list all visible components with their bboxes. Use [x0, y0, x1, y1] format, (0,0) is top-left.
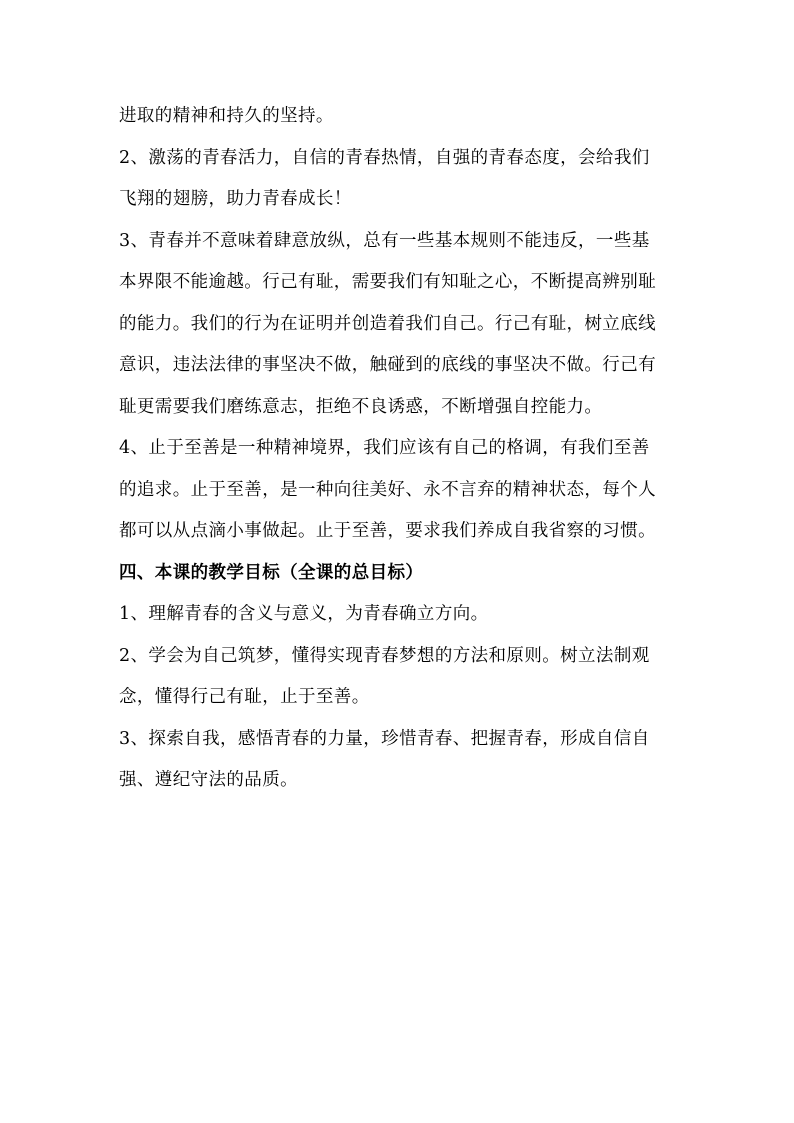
text-line: 念，懂得行己有耻，止于至善。	[119, 687, 370, 707]
text-line: 意识，违法法律的事坚决不做，触碰到的底线的事坚决不做。行己有	[119, 355, 656, 375]
text-line: 的追求。止于至善，是一种向往美好、永不言弃的精神状态，每个人	[119, 479, 656, 500]
text-line: 2、学会为自己筑梦，懂得实现青春梦想的方法和原则。树立法制观	[119, 645, 650, 666]
document-body	[119, 101, 679, 797]
section-heading	[119, 558, 679, 590]
text-line: 的能力。我们的行为在证明并创造着我们自己。行己有耻，树立底线	[119, 313, 656, 334]
text-line: 飞翔的翅膀，助力青春成长！	[119, 189, 352, 209]
text-line: 都可以从点滴小事做起。止于至善，要求我们养成自我省察的习惯。	[119, 521, 656, 541]
text-line: 耻更需要我们磨练意志，拒绝不良诱惑，不断增强自控能力。	[119, 396, 603, 417]
text-line: 本界限不能逾越。行己有耻，需要我们有知耻之心，不断提高辨别耻	[119, 272, 656, 292]
text-line: 1、理解青春的含义与意义，为青春确立方向。	[119, 604, 489, 624]
paragraph-continuation	[119, 101, 679, 133]
text-line: 进取的精神和持久的坚持。	[119, 106, 334, 126]
text-line: 4、止于至善是一种精神境界，我们应该有自己的格调，有我们至善	[119, 438, 650, 458]
objective-item-1	[119, 599, 679, 631]
text-line: 强、遵纪守法的品质。	[119, 770, 298, 790]
text-line: 2、激荡的青春活力，自信的青春热情，自强的青春态度，会给我们	[119, 147, 650, 168]
text-line: 3、探索自我，感悟青春的力量，珍惜青春、把握青春，形成自信自	[119, 728, 650, 749]
paragraph-item-3	[119, 226, 679, 424]
paragraph-item-2	[119, 143, 679, 216]
objective-item-3	[119, 724, 679, 797]
paragraph-item-4	[119, 433, 679, 548]
heading-text: 四、本课的教学目标（全课的总目标）	[119, 562, 424, 583]
objective-item-2	[119, 641, 679, 714]
text-line: 3、青春并不意味着肆意放纵，总有一些基本规则不能违反，一些基	[119, 230, 650, 251]
